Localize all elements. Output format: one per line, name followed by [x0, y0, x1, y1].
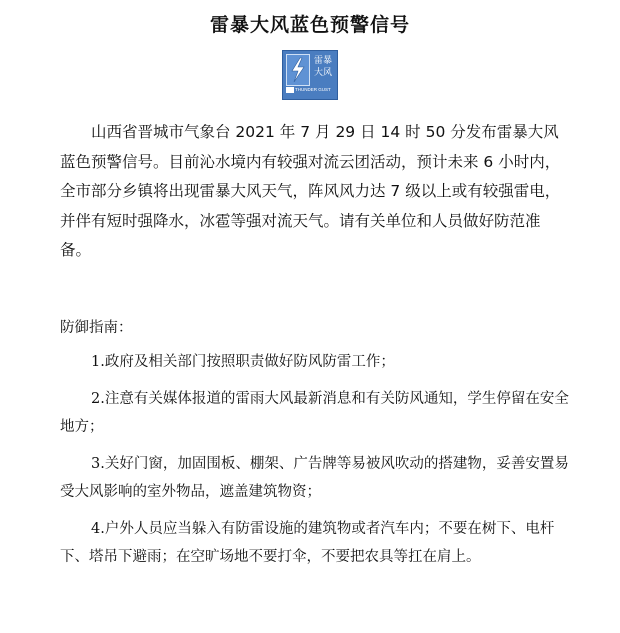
lightning-icon-frame: [286, 54, 310, 86]
badge-english-label: THUNDER GUST: [295, 87, 331, 92]
blue-warning-badge: [282, 50, 338, 100]
guide-item: 2.注意有关媒体报道的雷雨大风最新消息和有关防风通知，学生停留在安全地方；: [60, 391, 569, 435]
document-title: 雷暴大风蓝色预警信号: [209, 14, 410, 36]
warning-body-text: 山西省晋城市气象台 2021 年 7 月 29 日 14 时 50 分发布雷暴大风蓝色预警信号。目前沁水境内有较强对流云团活动，预计未来 6 小时内，全市部分乡镇将出现雷暴大风天气，阵风风力达 7 级以上或有较强雷电，并伴有短时强降水，冰雹等强对流天气。请有关单位和人员做好防范准备。: [60, 123, 561, 259]
warning-body-paragraph: [60, 118, 570, 266]
defense-guide: [60, 314, 570, 580]
badge-flag-icon: [286, 87, 294, 93]
lightning-bolt-icon: [289, 57, 307, 83]
guide-heading: 防御指南：: [60, 320, 133, 336]
badge-chinese-label: 雷暴大风: [313, 56, 332, 78]
guide-item: 1.政府及相关部门按照职责做好防风防雷工作；: [91, 354, 395, 370]
guide-item: 3.关好门窗，加固围板、棚架、广告牌等易被风吹动的搭建物，妥善安置易受大风影响的室外物品，遮盖建筑物资；: [60, 456, 569, 500]
guide-item: 4.户外人员应当躲入有防雷设施的建筑物或者汽车内；不要在树下、电杆下、塔吊下避雨；在空旷场地不要打伞，不要把农具等扛在肩上。: [60, 521, 555, 565]
